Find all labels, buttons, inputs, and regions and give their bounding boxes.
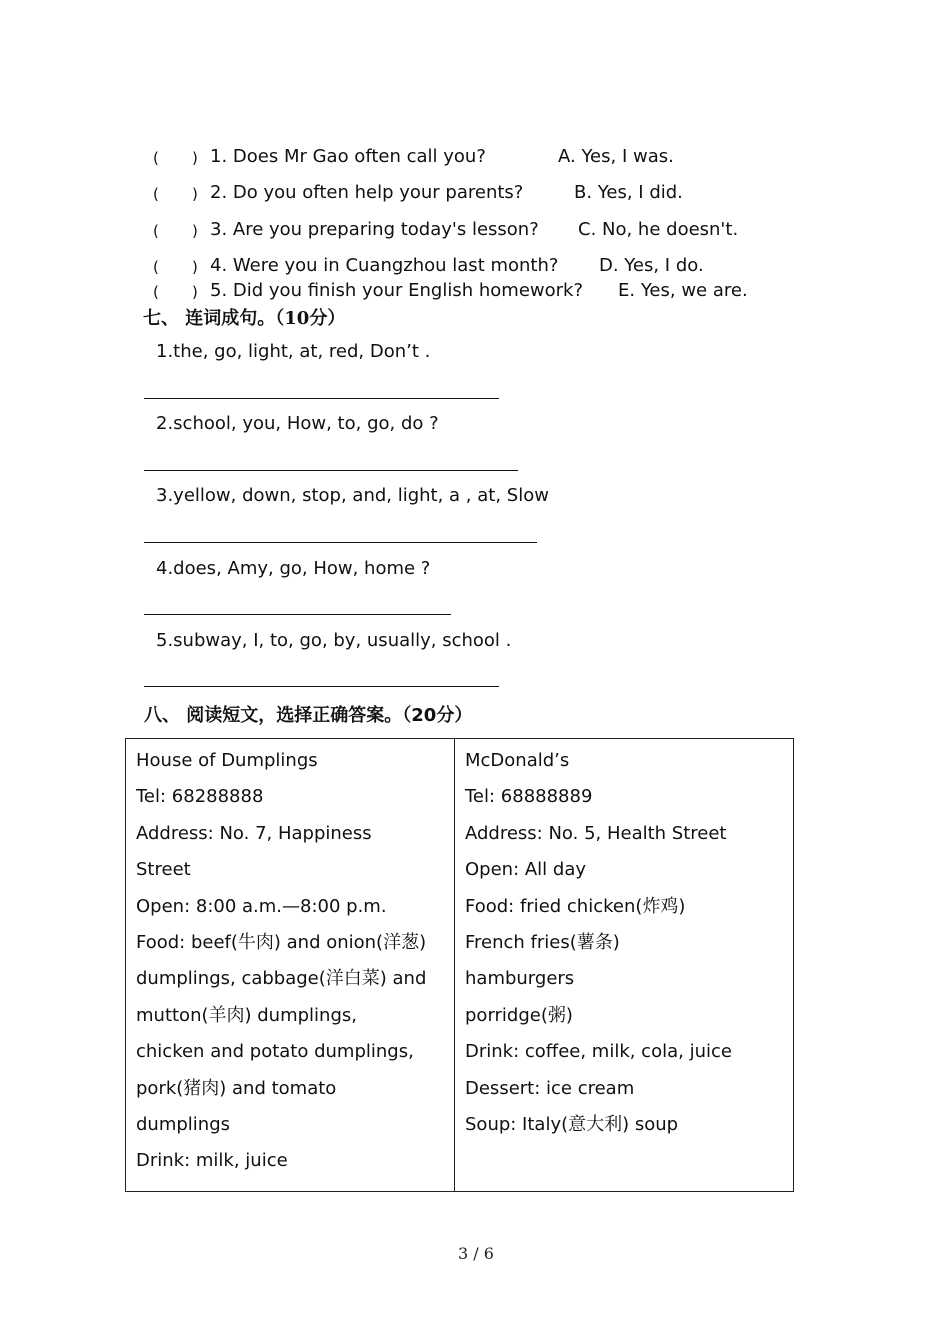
answer-paren-open: ( [153, 222, 159, 240]
answer-line[interactable] [144, 398, 499, 399]
answer-paren-close: ) [192, 258, 198, 276]
match-question: 5. Did you finish your English homework? [210, 280, 584, 301]
restaurant-drink: Drink: milk, juice [136, 1150, 288, 1172]
restaurant-hours: Open: All day [465, 859, 587, 881]
restaurant-mcdonalds-cell [455, 739, 794, 1192]
reading-info-table [125, 738, 794, 1192]
answer-paren-open: ( [153, 283, 159, 301]
restaurant-name: House of Dumplings [136, 750, 318, 771]
match-answer: D. Yes, I do. [599, 255, 704, 276]
restaurant-food-cont: chicken and potato dumplings, [136, 1041, 414, 1063]
scrambled-words: 1.the, go, light, at, red, Don’t . [156, 341, 431, 362]
restaurant-soup: Soup: Italy(意大利) soup [465, 1114, 679, 1136]
restaurant-address-cont: Street [136, 859, 191, 881]
match-answer: C. No, he doesn't. [578, 219, 739, 240]
scrambled-words: 5.subway, I, to, go, by, usually, school . [156, 630, 512, 651]
restaurant-hours: Open: 8:00 a.m.—8:00 p.m. [136, 895, 387, 917]
match-question: 2. Do you often help your parents? [210, 182, 524, 203]
restaurant-dessert: Dessert: ice cream [465, 1077, 635, 1099]
restaurant-food-cont: dumplings [136, 1114, 231, 1136]
match-question: 4. Were you in Cuangzhou last month? [210, 255, 559, 276]
restaurant-address: Address: No. 7, Happiness [136, 822, 372, 844]
match-answer: A. Yes, I was. [558, 146, 674, 167]
scrambled-words: 3.yellow, down, stop, and, light, a , at, Slow [156, 485, 549, 506]
answer-line[interactable] [144, 614, 451, 615]
answer-paren-open: ( [153, 258, 159, 276]
restaurant-food-cont: French fries(薯条) [465, 932, 620, 954]
restaurant-name: McDonald’s [465, 750, 570, 771]
scrambled-words: 2.school, you, How, to, go, do ? [156, 413, 439, 434]
restaurant-address: Address: No. 5, Health Street [465, 822, 727, 844]
match-question: 3. Are you preparing today's lesson? [210, 219, 539, 240]
answer-paren-close: ) [192, 222, 198, 240]
section8-heading: 八、 阅读短文，选择正确答案。（20分） [144, 705, 473, 726]
scrambled-words: 4.does, Amy, go, How, home ? [156, 558, 431, 579]
restaurant-drink: Drink: coffee, milk, cola, juice [465, 1041, 732, 1063]
restaurant-food: Food: beef(牛肉) and onion(洋葱) [136, 932, 427, 954]
restaurant-food-cont: pork(猪肉) and tomato [136, 1077, 337, 1099]
page-number: 3 / 6 [458, 1244, 494, 1263]
restaurant-food-cont: hamburgers [465, 968, 575, 990]
section7-heading: 七、 连词成句。（10分） [143, 308, 346, 329]
match-answer: E. Yes, we are. [618, 280, 748, 301]
match-question: 1. Does Mr Gao often call you? [210, 146, 486, 167]
restaurant-food-cont: mutton(羊肉) dumplings, [136, 1004, 357, 1026]
restaurant-food-cont: dumplings, cabbage(洋白菜) and [136, 968, 427, 990]
answer-paren-close: ) [192, 149, 198, 167]
answer-line[interactable] [144, 470, 518, 471]
match-answer: B. Yes, I did. [574, 182, 683, 203]
restaurant-tel: Tel: 68288888 [136, 786, 264, 808]
restaurant-food: Food: fried chicken(炸鸡) [465, 895, 686, 917]
restaurant-tel: Tel: 68888889 [465, 786, 593, 808]
restaurant-dumplings-cell [126, 739, 455, 1192]
answer-line[interactable] [144, 542, 537, 543]
answer-paren-close: ) [192, 283, 198, 301]
restaurant-food-cont: porridge(粥) [465, 1004, 573, 1026]
answer-paren-open: ( [153, 149, 159, 167]
answer-paren-open: ( [153, 185, 159, 203]
answer-line[interactable] [144, 686, 499, 687]
answer-paren-close: ) [192, 185, 198, 203]
